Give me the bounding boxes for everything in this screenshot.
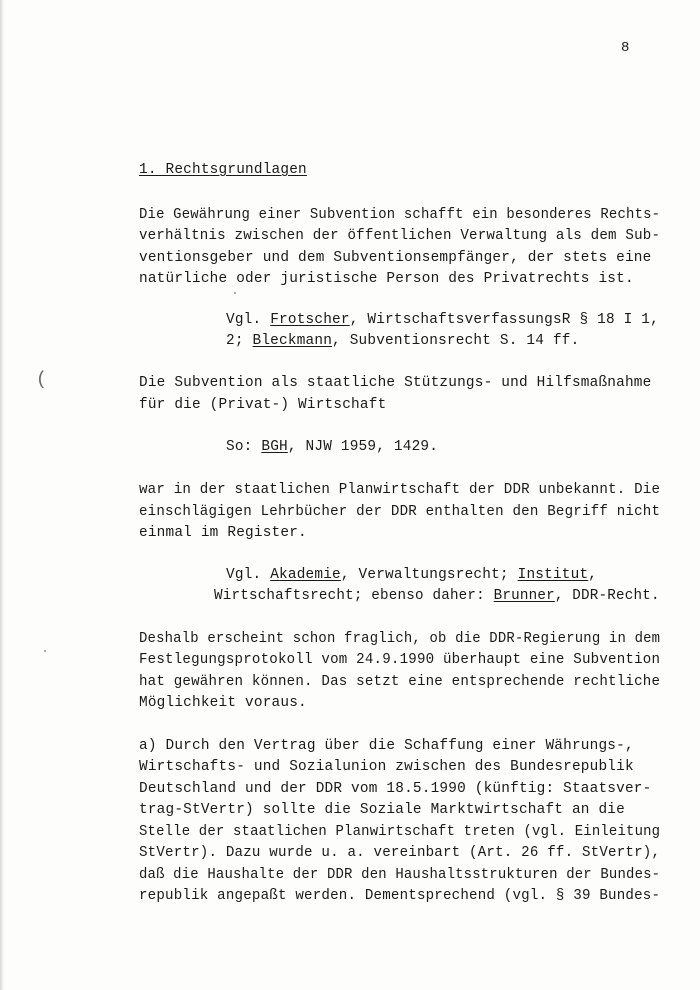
para5-line: daß die Haushalte der DDR den Haushaltsstrukturen der Bundes-	[139, 867, 661, 883]
para2-line: für die (Privat-) Wirtschaft	[139, 397, 387, 413]
citation-1-line-1	[226, 310, 659, 331]
margin-bracket-mark: (	[36, 370, 47, 390]
page-number: 8	[621, 40, 630, 56]
cite-author: Frotscher	[270, 312, 350, 328]
citation-2-line	[226, 437, 438, 458]
scan-speck	[234, 292, 236, 294]
cite-text: Wirtschaftsrecht; ebenso daher:	[214, 588, 485, 604]
para1-line: ventionsgeber und dem Subventionsempfänger, der stets eine	[139, 250, 652, 266]
scan-edge-shadow	[0, 0, 4, 990]
citation-3-line-2	[214, 586, 660, 607]
cite-text: , WirtschaftsverfassungsR § 18 I 1,	[349, 312, 659, 328]
para5-line: trag-StVertr) sollte die Soziale Marktwirtschaft an die	[139, 802, 625, 818]
cite-author: BGH	[261, 439, 288, 455]
cite-author: Institut	[517, 567, 589, 583]
para5-line: Wirtschafts- und Sozialunion zwischen des Bundesrepublik	[139, 759, 634, 775]
para4-line: Deshalb erscheint schon fraglich, ob die DDR-Regierung in dem	[139, 631, 661, 647]
para1-line: verhältnis zwischen der öffentlichen Verwaltung als dem Sub-	[139, 228, 661, 244]
cite-author: Bleckmann	[252, 333, 333, 349]
section-heading: 1. Rechtsgrundlagen	[139, 162, 307, 178]
cite-text: , DDR-Recht.	[554, 588, 660, 604]
cite-prefix: 2;	[226, 333, 244, 349]
cite-text: , Subventionsrecht S. 14 ff.	[332, 333, 580, 349]
cite-text: , Verwaltungsrecht;	[340, 567, 509, 583]
cite-text: , NJW 1959, 1429.	[287, 439, 439, 455]
citation-1-line-2	[226, 331, 579, 352]
para1-line: natürliche oder juristische Person des Privatrechts ist.	[139, 271, 634, 287]
cite-prefix: So:	[226, 439, 253, 455]
para4-line: Festlegungsprotokoll vom 24.9.1990 überhaupt eine Subvention	[139, 652, 661, 668]
cite-text: ,	[588, 567, 598, 583]
para5-line: Deutschland und der DDR vom 18.5.1990 (künftig: Staatsver-	[139, 781, 652, 797]
cite-author: Akademie	[270, 567, 341, 583]
para5-line: StVertr). Dazu wurde u. a. vereinbart (Art. 26 ff. StVertr),	[139, 845, 661, 861]
cite-author: Brunner	[493, 588, 555, 604]
para2-line: Die Subvention als staatliche Stützungs- und Hilfsmaßnahme	[139, 375, 652, 391]
para1-line: Die Gewährung einer Subvention schafft ein besonderes Rechts-	[139, 207, 661, 223]
para3-line: war in der staatlichen Planwirtschaft der DDR unbekannt. Die	[139, 482, 661, 498]
para4-line: Möglichkeit voraus.	[139, 695, 307, 711]
para5-line: Stelle der staatlichen Planwirtschaft treten (vgl. Einleitung	[139, 824, 661, 840]
para5-line: a) Durch den Vertrag über die Schaffung einer Währungs-,	[139, 738, 634, 754]
cite-prefix: Vgl.	[226, 567, 262, 583]
scan-speck	[44, 650, 46, 652]
para4-line: hat gewähren können. Das setzt eine entsprechende rechtliche	[139, 674, 661, 690]
citation-3-line-1	[226, 565, 597, 586]
para3-line: einmal im Register.	[139, 525, 307, 541]
para3-line: einschlägigen Lehrbücher der DDR enthalten den Begriff nicht	[139, 504, 661, 520]
cite-prefix: Vgl.	[226, 312, 262, 328]
para5-line: republik angepaßt werden. Dementsprechend (vgl. § 39 Bundes-	[139, 888, 661, 904]
